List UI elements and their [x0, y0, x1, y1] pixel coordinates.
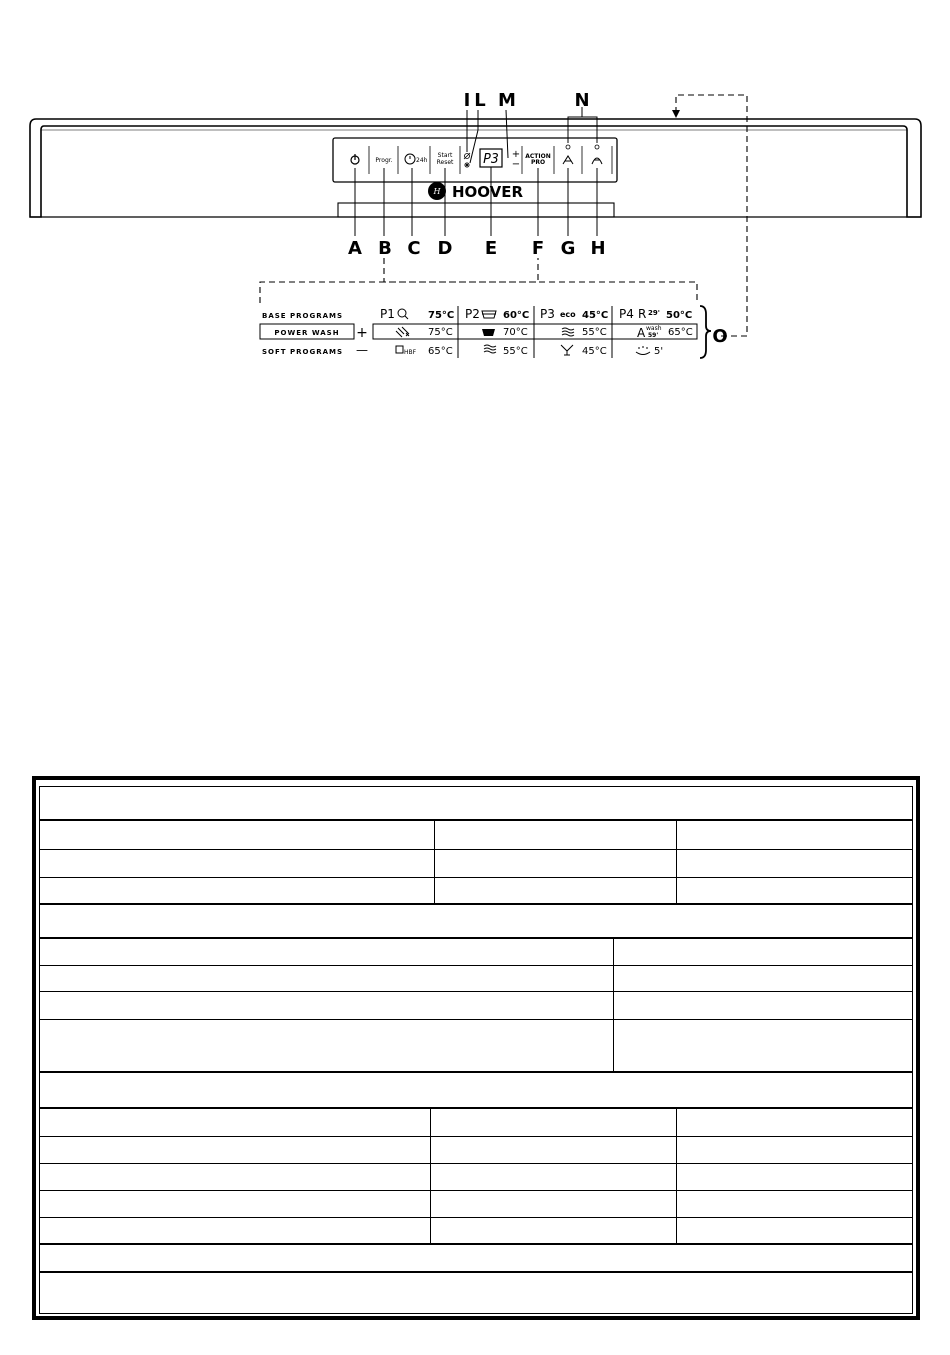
callout-L: L — [474, 90, 486, 111]
pw-temp-1: 75°C — [428, 327, 453, 338]
base-p4-temp: 50°C — [666, 310, 693, 321]
soft-waves-icon — [484, 345, 496, 353]
form-section-header — [39, 904, 913, 938]
start-reset-button[interactable] — [437, 152, 454, 166]
brand-name: HOOVER — [452, 183, 524, 201]
hoover-logo — [428, 182, 524, 201]
base-p2-temp: 60°C — [503, 310, 530, 321]
base-p2-name: P2 — [465, 307, 480, 321]
prog-button[interactable]: Progr. — [375, 157, 393, 164]
soft-programs-label: SOFT PROGRAMS — [262, 348, 344, 356]
callout-O: O — [712, 326, 728, 347]
pw-temp-2: 70°C — [503, 327, 528, 338]
control-strip — [333, 138, 617, 201]
power-wash-plus: + — [356, 325, 368, 341]
base-p3-name: P3 — [540, 307, 555, 321]
base-p1-name: P1 — [380, 307, 395, 321]
waves-icon — [562, 328, 574, 336]
prewash-icon — [636, 346, 650, 355]
svg-text:P3: P3 — [483, 152, 499, 167]
rapid-icon: R — [638, 307, 647, 321]
svg-text:Reset: Reset — [436, 159, 454, 166]
programs-chart — [260, 306, 711, 358]
soft-temp-2: 55°C — [503, 346, 528, 357]
allinone-time: 59' — [648, 332, 659, 339]
pw-temp-3: 55°C — [582, 327, 607, 338]
callout-D: D — [437, 238, 453, 259]
form-section-header — [39, 786, 913, 820]
arrow-head — [672, 110, 680, 118]
pots-icon — [482, 329, 495, 336]
form-section-header — [39, 1072, 913, 1108]
base-p4-name: P4 — [619, 307, 634, 321]
base-programs-label: BASE PROGRAMS — [262, 312, 344, 320]
form-table — [39, 820, 913, 904]
callout-M: M — [498, 90, 516, 111]
callout-A: A — [348, 238, 362, 259]
allinone-a: A — [637, 326, 646, 340]
hygiene-icon — [396, 327, 409, 337]
rapid-time: 29' — [648, 309, 660, 317]
eco-icon: eco — [560, 310, 576, 319]
soft-temp-3: 45°C — [582, 346, 607, 357]
svg-text:HBF: HBF — [404, 349, 417, 356]
delay-label: 24h — [416, 157, 428, 164]
callout-I: I — [463, 90, 471, 111]
svg-text:PRO: PRO — [530, 159, 546, 166]
soft-time: 5' — [654, 346, 664, 357]
allinone-wash: wash — [646, 325, 662, 332]
power-wash-label: POWER WASH — [274, 329, 340, 337]
svg-text:ACTION: ACTION — [525, 153, 551, 160]
callout-G: G — [560, 238, 576, 259]
base-p3-temp: 45°C — [582, 310, 609, 321]
svg-text:H: H — [433, 187, 441, 196]
minus-sign: − — [511, 159, 521, 170]
callout-N: N — [574, 90, 590, 111]
form-table — [39, 938, 913, 1072]
specification-form — [32, 776, 920, 1320]
callout-H: H — [590, 238, 606, 259]
display — [480, 149, 502, 167]
form-footer-notes — [39, 1272, 913, 1314]
dashed-connectors — [260, 95, 747, 336]
glass-icon — [561, 345, 573, 355]
svg-text:Start: Start — [437, 152, 453, 159]
control-panel-diagram — [0, 0, 950, 400]
callout-E: E — [484, 238, 498, 259]
callout-C: C — [407, 238, 421, 259]
plus-sign: + — [511, 149, 521, 160]
callout-B: B — [378, 238, 392, 259]
normal-wash-icon — [482, 311, 496, 318]
hbf-icon — [396, 346, 417, 356]
callout-F: F — [531, 238, 545, 259]
soft-programs-minus: — — [356, 343, 368, 357]
form-footer-row — [39, 1244, 913, 1272]
pw-temp-4: 65°C — [668, 327, 693, 338]
soft-temp-1: 65°C — [428, 346, 453, 357]
base-p1-temp: 75°C — [428, 310, 455, 321]
intensive-icon — [398, 309, 408, 319]
form-table — [39, 1108, 913, 1244]
brace — [700, 306, 711, 358]
